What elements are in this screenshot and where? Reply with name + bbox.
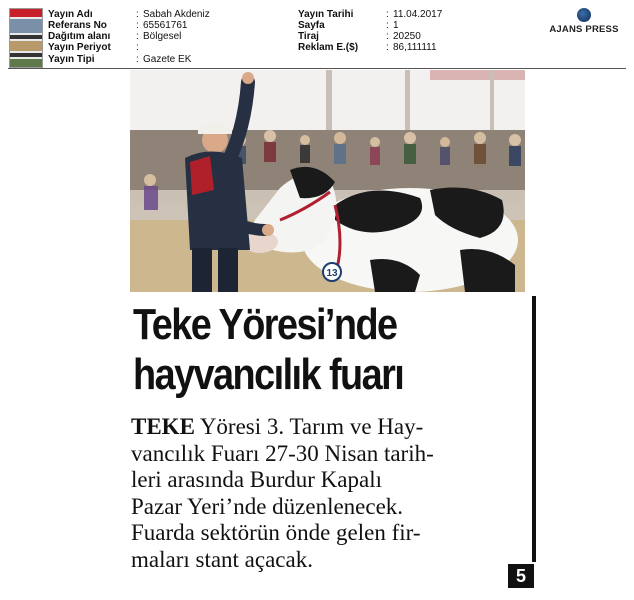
article-body [131, 414, 511, 573]
photo-illustration [130, 70, 525, 292]
body-line: vancılık Fuarı 27-30 Nisan tarih- [131, 440, 434, 466]
ajans-press-brand[interactable] [544, 8, 624, 38]
meta-colon: : [386, 20, 389, 31]
meta-colon: : [136, 54, 139, 65]
meta-colon: : [386, 31, 389, 42]
header-divider [8, 68, 626, 69]
meta-colon: : [136, 20, 139, 31]
lead-word: TEKE [131, 414, 195, 439]
article-photo [130, 70, 525, 292]
meta-value: Gazete EK [143, 54, 192, 65]
body-text-segment: Yöresi 3. Tarım ve Hay- [194, 414, 424, 439]
meta-value: 1 [393, 20, 399, 31]
meta-value: 20250 [393, 31, 421, 42]
meta-label: Sayfa [298, 20, 325, 31]
meta-label: Yayın Periyot [48, 42, 111, 53]
meta-value: Sabah Akdeniz [143, 9, 210, 20]
column-rule [532, 296, 536, 562]
page-number-badge: 5 [508, 564, 534, 588]
body-line: Pazar Yeri’nde düzenlenecek. [131, 493, 404, 519]
meta-value: 11.04.2017 [393, 9, 443, 20]
meta-colon: : [136, 31, 139, 42]
meta-colon: : [136, 9, 139, 20]
meta-value: 86,111111 [393, 42, 437, 53]
body-line: leri arasında Burdur Kapalı [131, 467, 382, 492]
cow-number-tag: 13 [326, 268, 338, 279]
meta-value: 65561761 [143, 20, 188, 31]
meta-label: Yayın Tipi [48, 54, 95, 65]
body-line: Fuarda sektörün önde gelen fir- [131, 520, 421, 545]
meta-label: Dağıtım alanı [48, 31, 111, 42]
meta-label: Referans No [48, 20, 107, 31]
meta-colon: : [386, 9, 389, 20]
meta-label: Yayın Adı [48, 9, 93, 20]
headline-line: Teke Yöresi’nde [133, 300, 397, 349]
body-line [131, 414, 511, 441]
meta-label: Yayın Tarihi [298, 9, 354, 20]
meta-label: Reklam E.($) [298, 42, 359, 53]
brand-name: AJANS PRESS [549, 24, 619, 35]
meta-colon: : [136, 42, 139, 53]
newspaper-thumbnail [9, 8, 43, 68]
headline-line: hayvancılık fuarı [133, 350, 404, 399]
meta-colon: : [386, 42, 389, 53]
meta-label: Tiraj [298, 31, 319, 42]
meta-value: Bölgesel [143, 31, 182, 42]
ajans-press-logo-icon [577, 8, 591, 22]
body-line: maları stant açacak. [131, 546, 313, 572]
article-headline [133, 300, 468, 400]
